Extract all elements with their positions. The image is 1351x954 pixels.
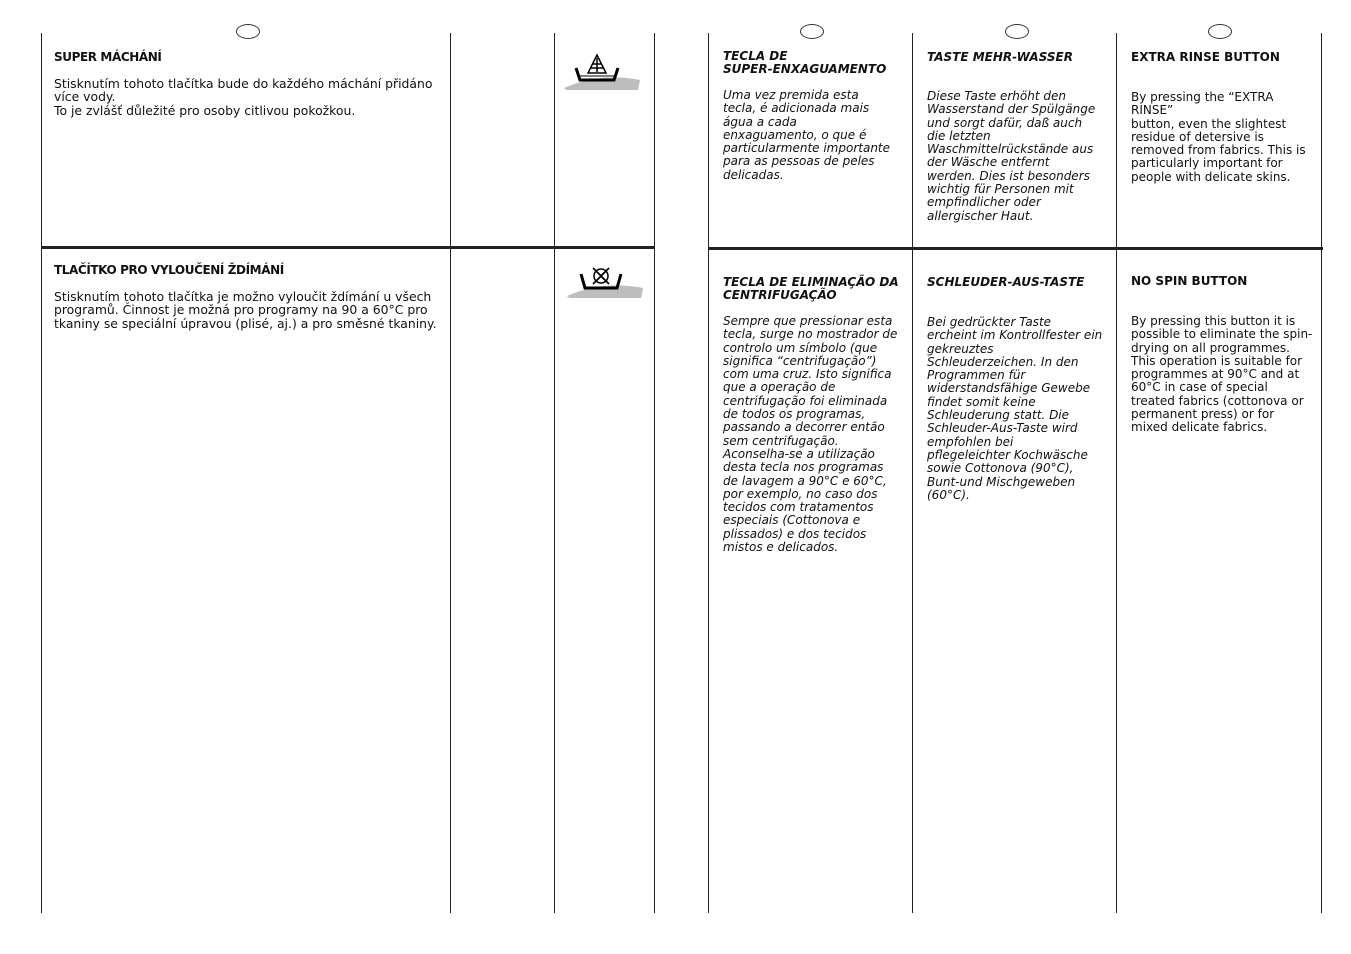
no-spin-tub-icon bbox=[563, 264, 647, 300]
language-flag-oval-czech bbox=[236, 24, 260, 39]
column-divider bbox=[1321, 33, 1322, 913]
extra-rinse-tub-icon bbox=[560, 52, 644, 92]
section-title-super-rinse-pt: TECLA DE SUPER-ENXAGUAMENTO bbox=[723, 49, 887, 76]
language-flag-oval-english bbox=[1208, 24, 1232, 39]
section-title-no-spin-en: NO SPIN BUTTON bbox=[1131, 274, 1248, 288]
section-title-no-spin-cz: TLAČÍTKO PRO VYLOUČENÍ ŽDÍMÁNÍ bbox=[54, 263, 284, 277]
section-body-no-spin-de: Bei gedrückter Taste ercheint im Kontrollfester ein gekreuztes Schleuderzeichen. In den Programmen für widerstandsfähige Gewebe findet somit keine Schleuderung statt. Die Schleuder-Aus-Taste wird empfohlen bei pflegeleichter Kochwäsche sowie Cottonova (90°C), Bunt-und Mischgeweben (60°C). bbox=[927, 315, 1103, 502]
column-divider bbox=[912, 33, 913, 913]
column-divider bbox=[654, 33, 655, 913]
section-divider bbox=[41, 246, 655, 249]
column-divider bbox=[708, 33, 709, 913]
section-body-no-spin-cz: Stisknutím tohoto tlačítka je možno vyloučit ždímání u všech programů. Činnost je možná pro programy na 90 a 60°C pro tkaniny se speciální úpravou (plisé, aj.) a pro směsné tkaniny. bbox=[54, 289, 437, 331]
column-divider bbox=[1116, 33, 1117, 913]
section-title-no-spin-de: SCHLEUDER-AUS-TASTE bbox=[927, 275, 1085, 289]
language-flag-oval-portuguese bbox=[800, 24, 824, 39]
section-body-no-spin-en: By pressing this button it is possible to eliminate the spin- drying on all programmes. This operation is suitable for programmes at 90°C and at 60°C in case of special treated fabrics (cottonova or permanent press) or for mixed delicate fabrics. bbox=[1131, 314, 1313, 435]
section-title-super-rinse-en: EXTRA RINSE BUTTON bbox=[1131, 50, 1280, 64]
section-title-super-rinse-de: TASTE MEHR-WASSER bbox=[927, 50, 1073, 64]
section-body-no-spin-pt: Sempre que pressionar esta tecla, surge no mostrador de controlo um símbolo (que significa “centrifugação”) com uma cruz. Isto significa que a operação de centrifugação foi eliminada de todos os programas, passando a decorrer então sem centrifugação. Aconselha-se a utilização desta tecla nos programas de lavagem a 90°C e 60°C, por exemplo, no caso dos tecidos com tratamentos especiais (Cottonova e plissados) e dos tecidos mistos e delicados. bbox=[723, 314, 898, 555]
section-title-super-rinse-cz: SUPER MÁCHÁNÍ bbox=[54, 50, 162, 64]
column-divider bbox=[554, 33, 555, 913]
section-body-super-rinse-en: By pressing the “EXTRA RINSE” button, even the slightest residue of detersive is removed from fabrics. This is particularly important for people with delicate skins. bbox=[1131, 90, 1306, 184]
section-body-super-rinse-de: Diese Taste erhöht den Wasserstand der Spülgänge und sorgt dafür, daß auch die letzten Waschmittelrückstände aus der Wäsche entfernt werden. Dies ist besonders wichtig für Personen mit empfindlicher oder allergischer Haut. bbox=[927, 89, 1096, 223]
language-flag-oval-german bbox=[1005, 24, 1029, 39]
section-body-super-rinse-cz: Stisknutím tohoto tlačítka bude do každého máchání přidáno více vody. To je zvlášť důležité pro osoby citlivou pokožkou. bbox=[54, 76, 433, 118]
column-divider bbox=[450, 33, 451, 913]
section-title-no-spin-pt: TECLA DE ELIMINAÇÃO DA CENTRIFUGAÇÃO bbox=[723, 275, 899, 302]
column-divider bbox=[41, 33, 42, 913]
section-divider bbox=[708, 247, 1323, 250]
section-body-super-rinse-pt: Uma vez premida esta tecla, é adicionada mais água a cada enxaguamento, o que é particularmente importante para as pessoas de peles delicadas. bbox=[723, 88, 891, 182]
